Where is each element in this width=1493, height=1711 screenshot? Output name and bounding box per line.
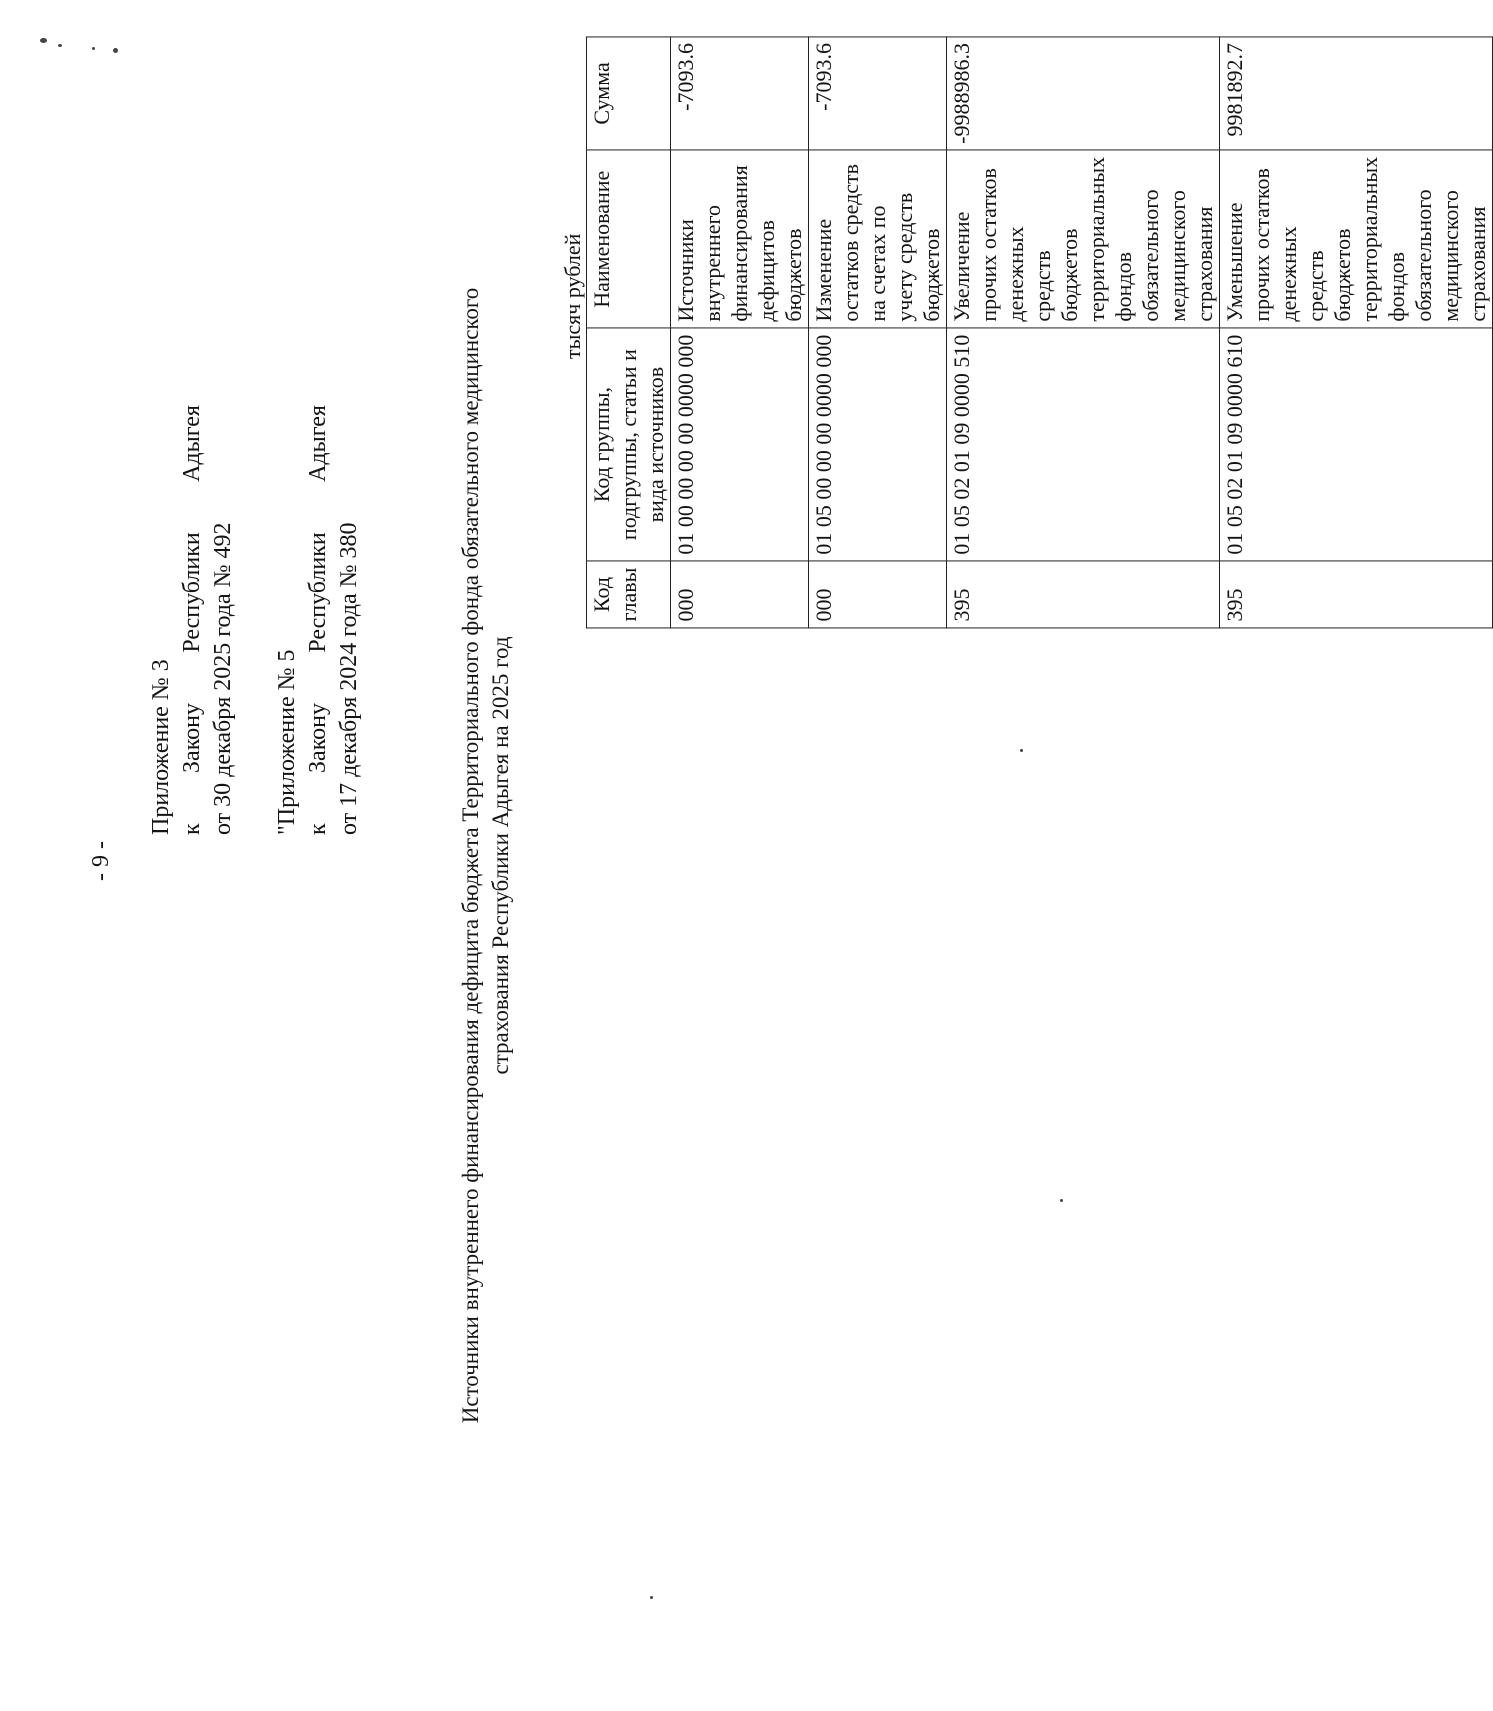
document-title-line: Источники внутреннего финансирования дефицита бюджета Территориального фонда обязательного медицинского xyxy=(458,287,483,1424)
cell-sum: -9988986.3 xyxy=(947,37,1220,151)
cell-code: 01 05 00 00 00 0000 000 xyxy=(809,328,947,561)
cell-name: Увеличение прочих остатков денежных средств бюджетов территориальных фондов обязательного медицинского страхования xyxy=(947,150,1220,328)
cell-chapter: 000 xyxy=(671,561,809,628)
cell-code: 01 05 02 01 09 0000 510 xyxy=(947,328,1220,561)
header-chapter-code: Код главы xyxy=(587,561,671,628)
units-label: тысяч рублей xyxy=(560,233,585,359)
header-name: Наименование xyxy=(587,150,671,328)
cell-sum: 9981892.7 xyxy=(1220,37,1493,151)
cell-sum: -7093.6 xyxy=(809,37,947,151)
annex-previous-date: от 17 декабря 2024 года № 380 xyxy=(336,522,362,835)
page-number: - 9 - xyxy=(88,841,114,881)
table-row xyxy=(809,37,947,628)
table-header-row xyxy=(587,37,671,628)
document-title-line: страхования Республики Адыгея на 2025 год xyxy=(488,636,513,1075)
annex-previous-title: "Приложение № 5 xyxy=(274,649,300,835)
annex-current-reference xyxy=(146,405,239,835)
annex-previous-reference xyxy=(272,405,365,835)
cell-sum: -7093.6 xyxy=(671,37,809,151)
header-group-code: Код группы, подгруппы, статьи и вида источников xyxy=(587,328,671,561)
cell-name: Изменение остатков средств на счетах по учету средств бюджетов xyxy=(809,150,947,328)
table-row xyxy=(671,37,809,628)
annex-current-date: от 30 декабря 2025 года № 492 xyxy=(210,522,236,835)
cell-name: Источники внутреннего финансирования дефицитов бюджетов xyxy=(671,150,809,328)
annex-previous-law: к Закону Республики Адыгея xyxy=(305,405,331,835)
document-title xyxy=(456,0,516,1711)
cell-chapter: 395 xyxy=(947,561,1220,628)
table-row xyxy=(1220,37,1493,628)
cell-code: 01 05 02 01 09 0000 610 xyxy=(1220,328,1493,561)
financing-sources-table xyxy=(586,36,1493,628)
annex-current-title: Приложение № 3 xyxy=(148,659,174,835)
table-row xyxy=(947,37,1220,628)
cell-chapter: 000 xyxy=(809,561,947,628)
cell-chapter: 395 xyxy=(1220,561,1493,628)
cell-code: 01 00 00 00 00 0000 000 xyxy=(671,328,809,561)
cell-name: Уменьшение прочих остатков денежных средств бюджетов территориальных фондов обязательного медицинского страхования xyxy=(1220,150,1493,328)
header-sum: Сумма xyxy=(587,37,671,151)
annex-current-law: к Закону Республики Адыгея xyxy=(179,405,205,835)
